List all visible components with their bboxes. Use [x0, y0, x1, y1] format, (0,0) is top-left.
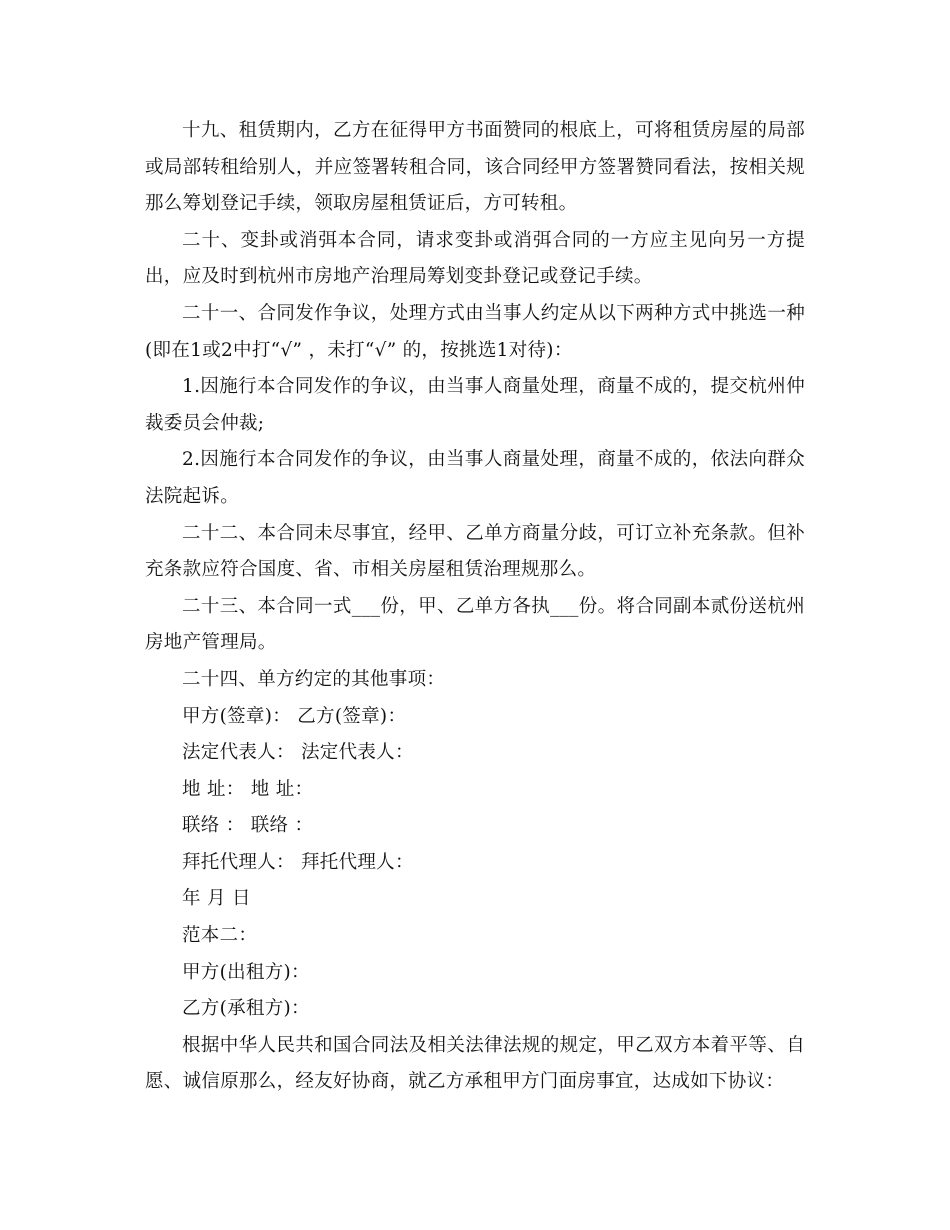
lessee-line: 乙方(承租方)：: [182, 998, 310, 1020]
clause-22: 二十二、本合同未尽事宜，经甲、乙单方商量分歧，可订立补充条款。但补充条款应符合国度、省、市相关房屋租赁治理规那么。: [145, 522, 805, 581]
signature-line: 甲方(签章)： 乙方(签章)：: [182, 705, 407, 727]
clause-21-option-2: 2.因施行本合同发作的争议，由当事人商量处理，商量不成的，依法向群众法院起诉。: [145, 449, 805, 507]
date-line: 年 月 日: [182, 888, 251, 910]
contact-line: 联络 ： 联络 ：: [182, 815, 314, 837]
lessor-line: 甲方(出租方)：: [182, 961, 310, 983]
agent-line: 拜托代理人： 拜托代理人：: [182, 851, 414, 873]
clause-20: 二十、变卦或消弭本合同，请求变卦或消弭合同的一方应主见向另一方提出，应及时到杭州市房地产治理局筹划变卦登记或登记手续。: [145, 229, 805, 288]
document-body: [145, 113, 805, 1101]
template-two-preamble: 根据中华人民共和国合同法及相关法律法规的规定，甲乙双方本着平等、自愿、诚信原那么，经友好协商，就乙方承租甲方门面房事宜，达成如下协议：: [145, 1034, 805, 1093]
clause-21-option-1: 1.因施行本合同发作的争议，由当事人商量处理，商量不成的，提交杭州仲裁委员会仲裁;: [145, 376, 805, 434]
template-two-heading: 范本二：: [182, 925, 258, 947]
address-line: 地 址： 地 址：: [182, 778, 314, 800]
clause-21: 二十一、合同发作争议，处理方式由当事人约定从以下两种方式中挑选一种(即在1或2中打“√” ，未打“√” 的，按挑选1对待)：: [145, 302, 805, 361]
legal-representative-line: 法定代表人： 法定代表人：: [182, 742, 414, 764]
clause-19: 十九、租赁期内，乙方在征得甲方书面赞同的根底上，可将租赁房屋的局部或局部转租给别人，并应签署转租合同，该合同经甲方签署赞同看法，按相关规那么筹划登记手续，领取房屋租赁证后，方可转租。: [145, 120, 805, 215]
clause-24: 二十四、单方约定的其他事项：: [182, 668, 446, 690]
clause-23: 二十三、本合同一式___份，甲、乙单方各执___份。将合同副本贰份送杭州房地产管理局。: [145, 595, 805, 654]
